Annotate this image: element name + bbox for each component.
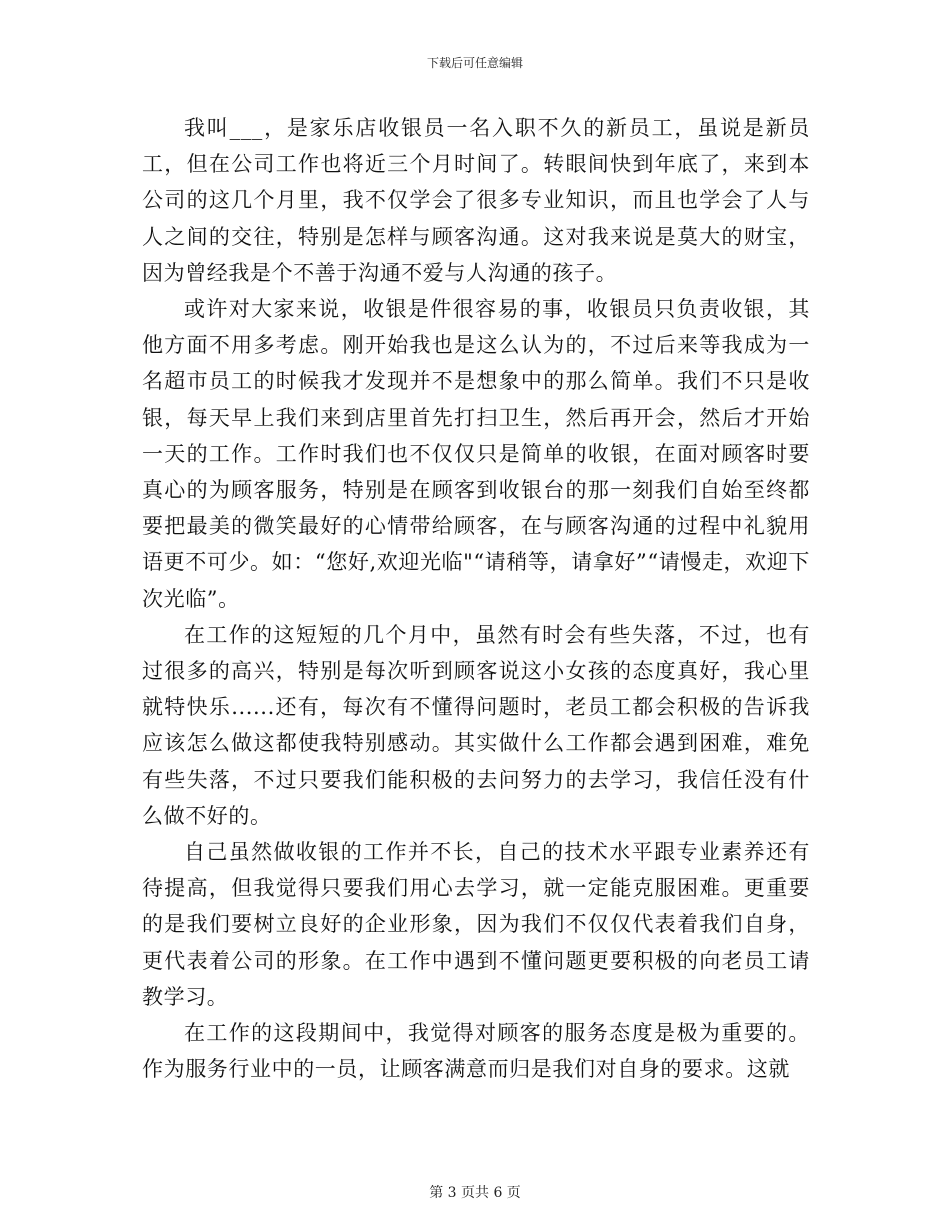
paragraph-3: 在工作的这短短的几个月中，虽然有时会有些失落，不过，也有过很多的高兴，特别是每次听到顾客说这小女孩的态度真好，我心里就特快乐......还有，每次有不懂得问题时，老员工都会积极的告诉我应该怎么做这都使我特别感动。其实做什么工作都会遇到困难，难免有些失落，不过只要我们能积极的去问努力的去学习，我信任没有什么做不好的。 bbox=[142, 622, 810, 828]
paragraph-1: 我叫___，是家乐店收银员一名入职不久的新员工，虽说是新员工，但在公司工作也将近三个月时间了。转眼间快到年底了，来到本公司的这几个月里，我不仅学会了很多专业知识，而且也学会了人与人之间的交往，特别是怎样与顾客沟通。这对我来说是莫大的财宝，因为曾经我是个不善于沟通不爱与人沟通的孩子。 bbox=[142, 116, 810, 285]
page-header: 下载后可任意编辑 bbox=[426, 56, 523, 70]
page-footer: 第 3 页共 6 页 bbox=[429, 1185, 521, 1201]
paragraph-5: 在工作的这段期间中，我觉得对顾客的服务态度是极为重要的。作为服务行业中的一员，让顾客满意而归是我们对自身的要求。这就 bbox=[142, 1021, 810, 1082]
paragraph-2: 或许对大家来说，收银是件很容易的事，收银员只负责收银，其他方面不用多考虑。刚开始我也是这么认为的，不过后来等我成为一名超市员工的时候我才发现并不是想象中的那么简单。我们不只是收银，每天早上我们来到店里首先打扫卫生，然后再开会，然后才开始一天的工作。工作时我们也不仅仅只是简单的收银，在面对顾客时要真心的为顾客服务，特别是在顾客到收银台的那一刻我们自始至终都要把最美的微笑最好的心情带给顾客，在与顾客沟通的过程中礼貌用语更不可少。如：“您好,欢迎光临"“请稍等，请拿好”“请慢走，欢迎下次光临”。 bbox=[142, 297, 810, 611]
paragraph-4: 自己虽然做收银的工作并不长，自己的技术水平跟专业素养还有待提高，但我觉得只要我们用心去学习，就一定能克服困难。更重要的是我们要树立良好的企业形象，因为我们不仅仅代表着我们自身，更代表着公司的形象。在工作中遇到不懂问题更要积极的向老员工请教学习。 bbox=[142, 840, 810, 1009]
document-body bbox=[142, 110, 810, 1087]
